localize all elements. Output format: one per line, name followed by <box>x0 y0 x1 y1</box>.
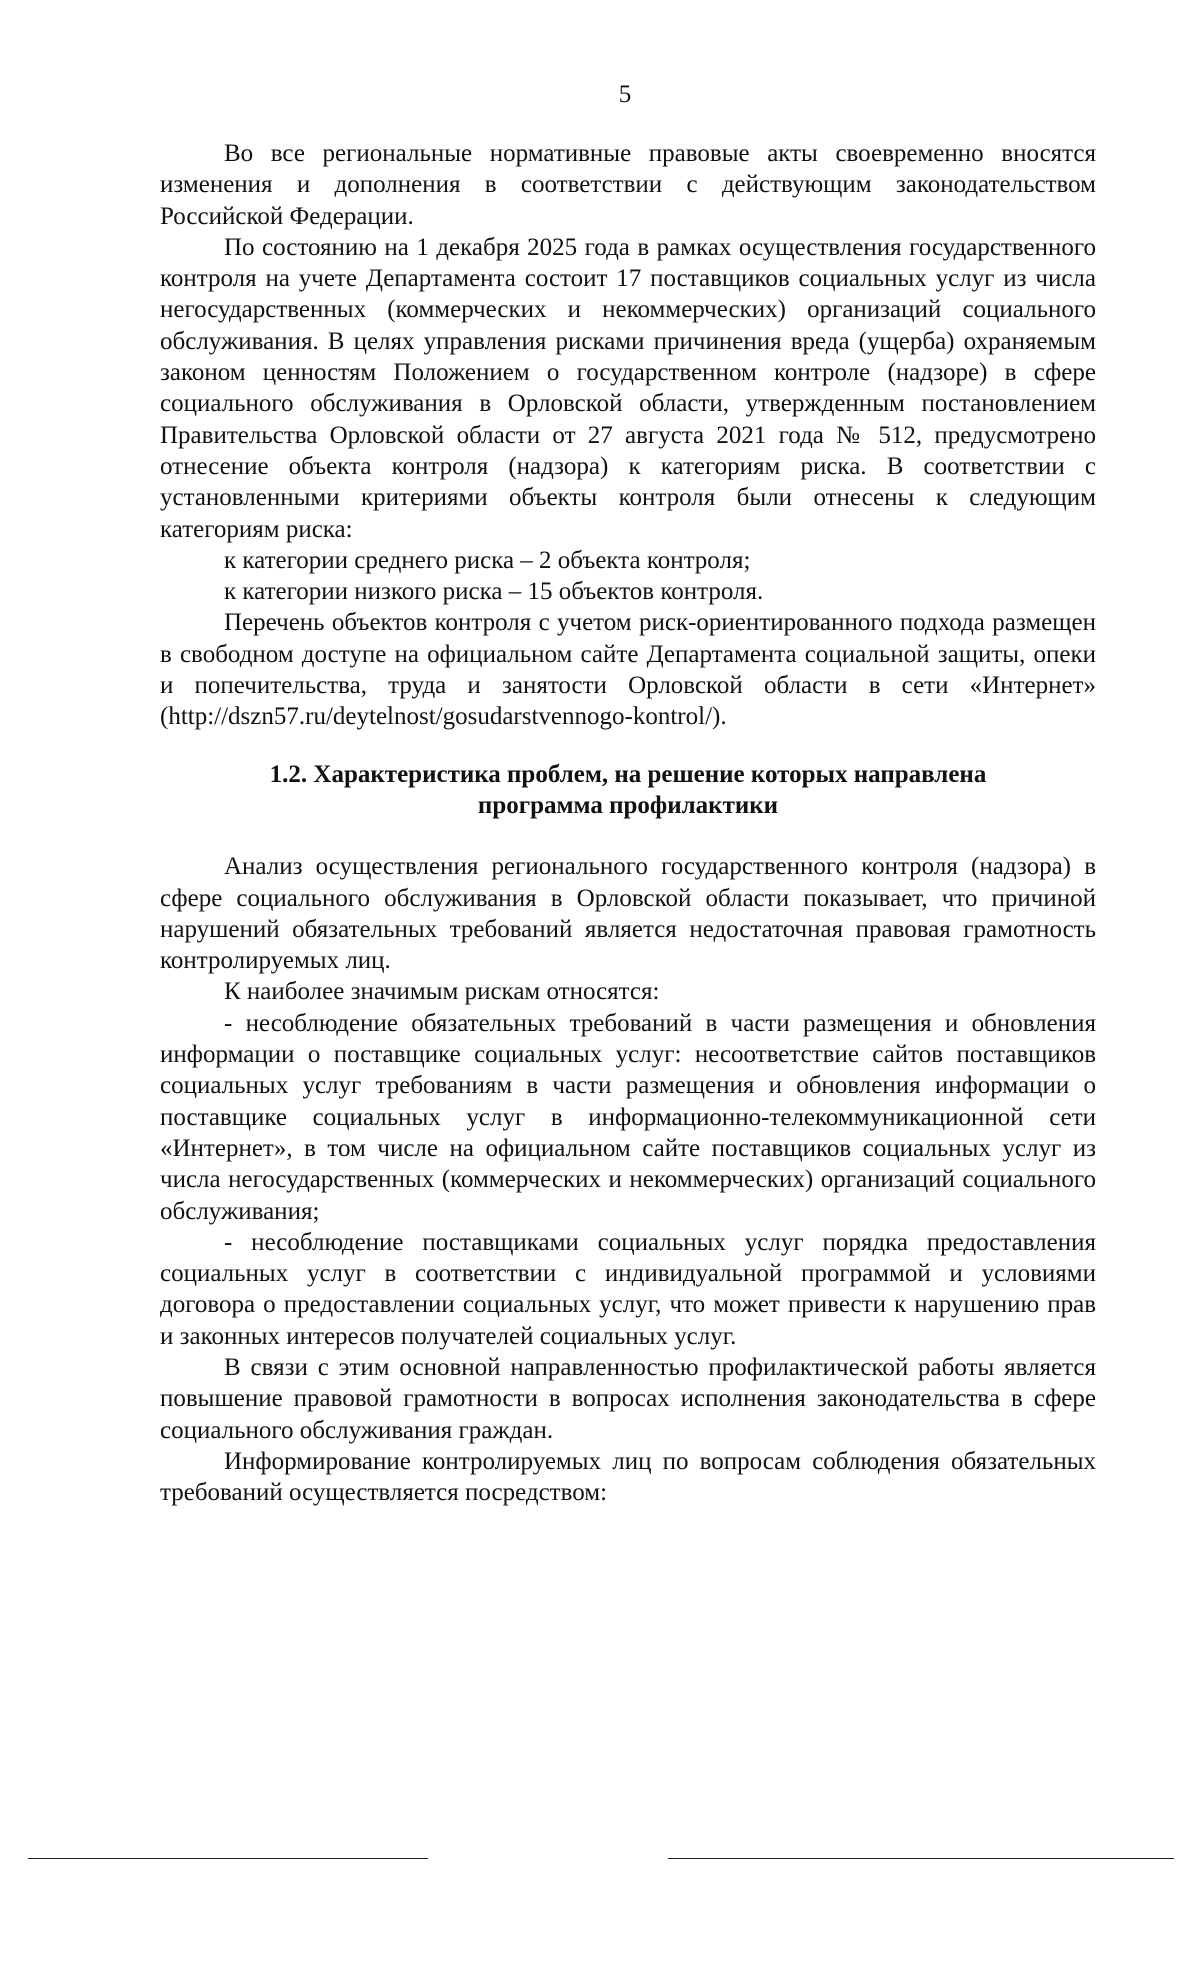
paragraph-risks-intro: К наиболее значимым рискам относятся: <box>224 978 660 1006</box>
section-heading-line-1: 1.2. Характеристика проблем, на решение которых направлена <box>269 760 987 788</box>
paragraph-analysis: Анализ осуществления регионального государственного контроля (надзора) в сфере социального обслуживания в Орловской области показывает, что причиной нарушений обязательных требований является недостаточная правовая грамотность контролируемых лиц. <box>160 853 1096 975</box>
section-heading <box>160 759 1096 822</box>
paragraph-prevention-focus: В связи с этим основной направленностью профилактической работы является повышение правовой грамотности в вопросах исполнения законодательства в сфере социального обслуживания граждан. <box>160 1353 1096 1444</box>
paragraph-amendments: Во все региональные нормативные правовые акты своевременно вносятся изменения и дополнения в соответствии с действующим законодательством Российской Федерации. <box>160 140 1096 230</box>
document-body <box>160 138 1096 1508</box>
page-number: 5 <box>618 81 632 108</box>
paragraph-medium-risk: к категории среднего риска – 2 объекта контроля; <box>224 546 751 574</box>
paragraph-control-registry: По состоянию на 1 декабря 2025 года в рамках осуществления государственного контроля на учете Департамента состоит 17 поставщиков социальных услуг из числа негосударственных (коммерческих и некоммерческих) организаций социального обслуживания. В целях управления рисками причинения вреда (ущерба) охраняемым законом ценностям Положением о государственном контроле (надзоре) в сфере социального обслуживания в Орловской области, утвержденным постановлением Правительства Орловской области от 27 августа 2021 года № 512, предусмотрено отнесение объекта контроля (надзора) к категориям риска. В соответствии с установленными критериями объекты контроля были отнесены к следующим категориям риска: <box>160 233 1096 543</box>
paragraph-low-risk: к категории низкого риска – 15 объектов контроля. <box>224 578 764 606</box>
paragraph-risk-information: - несоблюдение обязательных требований в части размещения и обновления информации о поставщике социальных услуг: несоответствие сайтов поставщиков социальных услуг требованиям в части размещения и обновления информации о поставщике социальных услуг в информационно-телекоммуникационной сети «Интернет», в том числе на официальном сайте поставщиков социальных услуг из числа негосударственных (коммерческих и некоммерческих) организаций социального обслуживания; <box>160 1009 1096 1225</box>
section-heading-line-2: программа профилактики <box>477 791 779 819</box>
paragraph-object-list: Перечень объектов контроля с учетом риск-ориентированного подхода размещен в свободном доступе на официальном сайте Департамента социальной защиты, опеки и попечительства, труда и занятости Орловской области в сети «Интернет» (http://dszn57.ru/deytelnost/gosudarstvennogo-kontrol/). <box>160 609 1096 731</box>
footer-rule-right <box>668 1858 1174 1859</box>
paragraph-risk-services: - несоблюдение поставщиками социальных услуг порядка предоставления социальных услуг в соответствии с индивидуальной программой и условиями договора о предоставлении социальных услуг, что может привести к нарушению прав и законных интересов получателей социальных услуг. <box>160 1228 1096 1350</box>
footer-rule-left <box>28 1858 428 1859</box>
paragraph-informing: Информирование контролируемых лиц по вопросам соблюдения обязательных требований осуществляется посредством: <box>160 1447 1096 1507</box>
